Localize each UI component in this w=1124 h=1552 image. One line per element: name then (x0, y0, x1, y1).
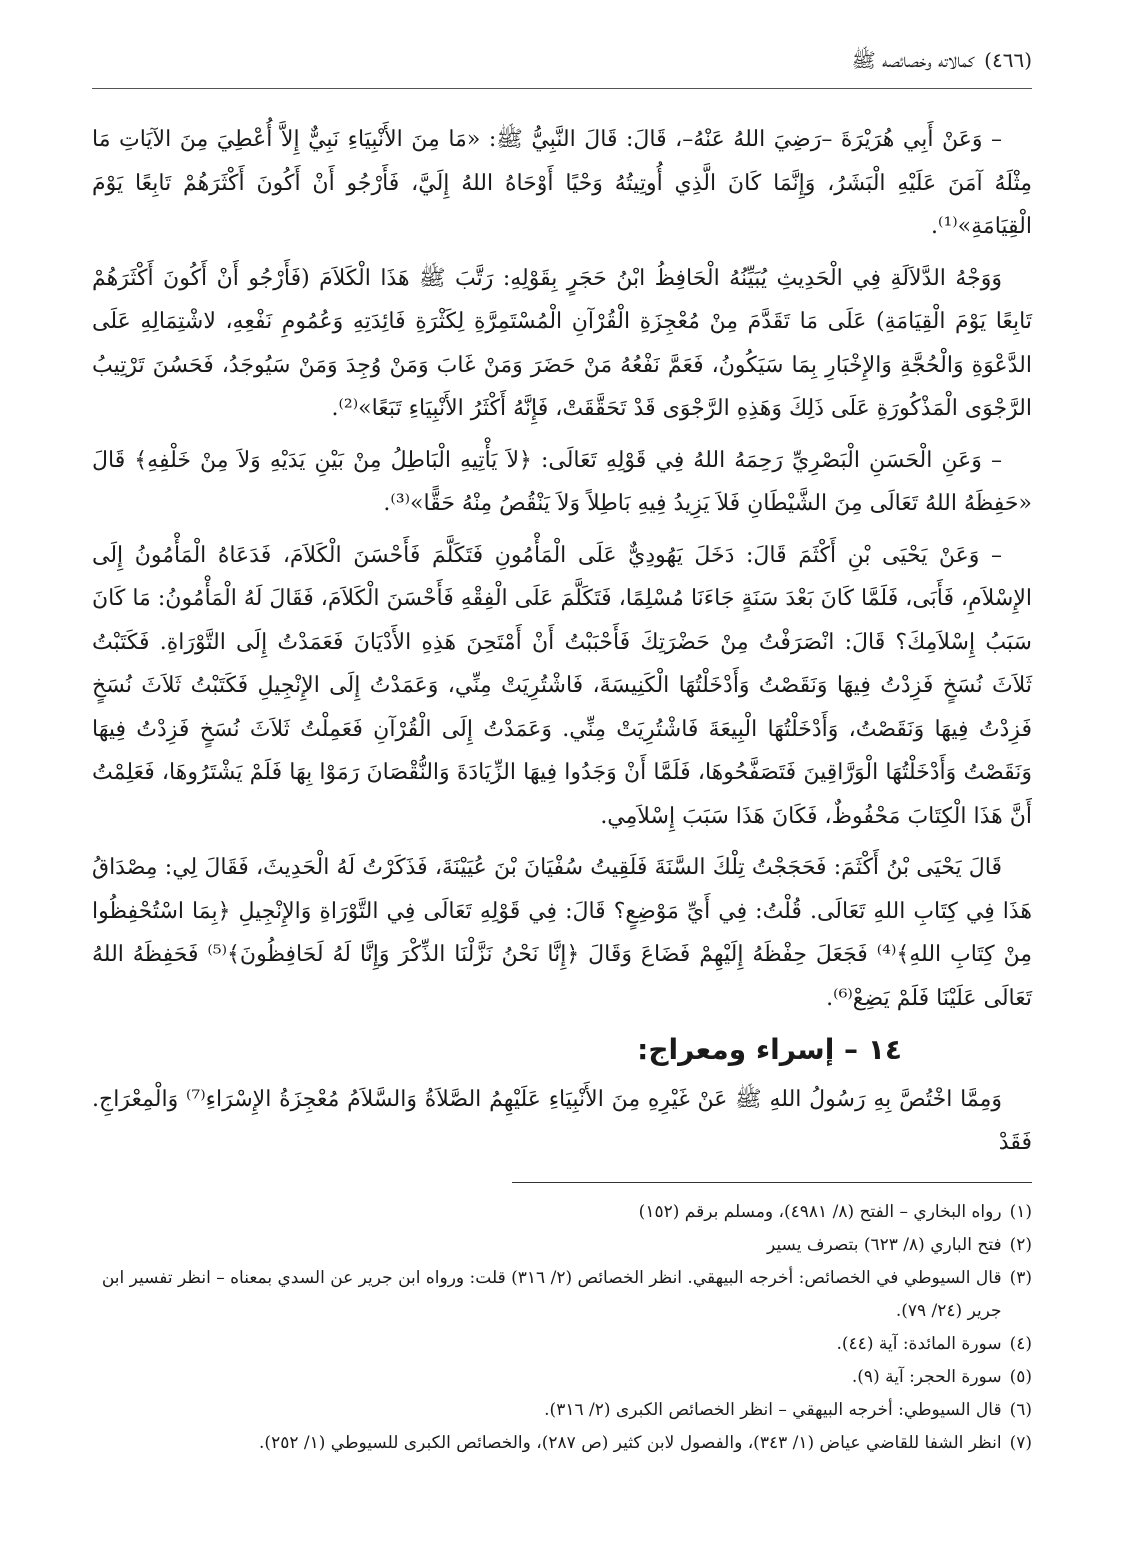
footnote-number: (٤) (1009, 1334, 1032, 1354)
paragraph: قَالَ يَحْيَى بْنُ أَكْثَمَ: فَحَجَجْتُ تِلْكَ السَّنَةَ فَلَقِيتُ سُفْيَانَ بْنَ عُيَيْنَةَ، فَذَكَرْتُ لَهُ الْحَدِيثَ، فَقَالَ لِي: مِصْدَاقُ هَذَا فِي كِتَابِ اللهِ تَعَالَى. قُلْتُ: فِي أَيِّ مَوْضِعٍ؟ قَالَ: فِي قَوْلِهِ تَعَالَى فِي التَّوْرَاةِ وَالإِنْجِيلِ ﴿بِمَا اسْتُحْفِظُوا مِنْ كِتَابِ اللهِ﴾⁽⁴⁾ فَجَعَلَ حِفْظَهُ إِلَيْهِمْ فَضَاعَ وَقَالَ ﴿إِنَّا نَحْنُ نَزَّلْنَا الذِّكْرَ وَإِنَّا لَهُ لَحَافِظُونَ﴾⁽⁵⁾ فَحَفِظَهُ اللهُ تَعَالَى عَلَيْنَا فَلَمْ يَضِعْ⁽⁶⁾. (92, 855, 1032, 1011)
running-title: كمالاته وخصائصه ﷺ (851, 48, 975, 72)
footnote (92, 1262, 1032, 1328)
paragraph: – وَعَنْ يَحْيَى بْنِ أَكْثَمَ قَالَ: دَخَلَ يَهُودِيٌّ عَلَى الْمَأْمُونِ فَتَكَلَّمَ فَأَحْسَنَ الْكَلاَمَ، فَدَعَاهُ الْمَأْمُونُ إِلَى الإِسْلاَمِ، فَأَبَى، فَلَمَّا كَانَ بَعْدَ سَنَةٍ جَاءَنَا مُسْلِمًا، فَتَكَلَّمَ عَلَى الْفِقْهِ فَأَحْسَنَ الْكَلاَمَ، فَقَالَ لَهُ الْمَأْمُونُ: مَا كَانَ سَبَبُ إِسْلاَمِكَ؟ قَالَ: انْصَرَفْتُ مِنْ حَضْرَتِكَ فَأَحْبَبْتُ أَنْ أَمْتَحِنَ هَذِهِ الأَدْيَانَ فَعَمَدْتُ إِلَى التَّوْرَاةِ. فَكَتَبْتُ ثَلاَثَ نُسَخٍ فَزِدْتُ فِيهَا وَنَقَصْتُ وَأَدْخَلْتُهَا الْكَنِيسَةَ، فَاشْتُرِيَتْ مِنِّي، وَعَمَدْتُ إِلَى الإِنْجِيلِ فَكَتَبْتُ ثَلاَثَ نُسَخٍ فَزِدْتُ فِيهَا وَنَقَصْتُ، وَأَدْخَلْتُهَا الْبِيعَةَ فَاشْتُرِيَتْ مِنِّي. وَعَمَدْتُ إِلَى الْقُرْآنِ فَعَمِلْتُ ثَلاَثَ نُسَخٍ فَزِدْتُ فِيهَا وَنَقَصْتُ وَأَدْخَلْتُهَا الْوَرَّاقِينَ فَتَصَفَّحُوهَا، فَلَمَّا أَنْ وَجَدُوا فِيهَا الزِّيَادَةَ وَالنُّقْصَانَ رَمَوْا بِهَا فَلَمْ يَشْتَرُوهَا، فَعَلِمْتُ أَنَّ هَذَا الْكِتَابَ مَحْفُوظٌ، فَكَانَ هَذَا سَبَبَ إِسْلاَمِي. (92, 542, 1032, 829)
footnote (92, 1328, 1032, 1361)
footnote (92, 1196, 1032, 1229)
footnote (92, 1427, 1032, 1460)
header-divider (92, 88, 1032, 89)
footnote-number: (٥) (1009, 1367, 1032, 1387)
footnote-text: رواه البخاري – الفتح (٨/ ٤٩٨١)، ومسلم برقم (١٥٢) (638, 1202, 1002, 1222)
page-header (92, 48, 1032, 77)
paragraph: – وَعَنِ الْحَسَنِ الْبَصْرِيِّ رَحِمَهُ اللهُ فِي قَوْلِهِ تَعَالَى: ﴿لاَ يَأْتِيهِ الْبَاطِلُ مِنْ بَيْنِ يَدَيْهِ وَلاَ مِنْ خَلْفِهِ﴾ قَالَ «حَفِظَهُ اللهُ تَعَالَى مِنَ الشَّيْطَانِ فَلاَ يَزِيدُ فِيهِ بَاطِلاً وَلاَ يَنْقُصُ مِنْهُ حَقًّا»⁽³⁾. (92, 447, 1032, 516)
footnote-number: (٦) (1009, 1400, 1032, 1420)
footnote-number: (٣) (1009, 1268, 1032, 1288)
section-heading: ١٤ – إسراء ومعراج: (637, 1033, 902, 1066)
footnote-text: قال السيوطي: أخرجه البيهقي – انظر الخصائص الكبرى (٢/ ٣١٦). (544, 1400, 1002, 1420)
footnote (92, 1394, 1032, 1427)
footnote-text: انظر الشفا للقاضي عياض (١/ ٣٤٣)، والفصول لابن كثير (ص ٢٨٧)، والخصائص الكبرى للسيوطي (١/ ٢٥٢). (259, 1433, 1002, 1453)
page-number: (٤٦٦) (984, 48, 1032, 72)
footnote-text: سورة الحجر: آية (٩). (851, 1367, 1002, 1387)
footnote (92, 1361, 1032, 1394)
section-paragraph: وَمِمَّا اخْتُصَّ بِهِ رَسُولُ اللهِ ﷺ عَنْ غَيْرِهِ مِنَ الأَنْبِيَاءِ عَلَيْهِمُ الصَّلاَةُ وَالسَّلاَمُ مُعْجِزَةُ الإِسْرَاءِ⁽⁷⁾ وَالْمِعْرَاجِ. فَقَدْ (92, 1086, 1032, 1155)
paragraph: – وَعَنْ أَبِي هُرَيْرَةَ –رَضِيَ اللهُ عَنْهُ–، قَالَ: قَالَ النَّبِيُّ ﷺ: «مَا مِنَ الأَنْبِيَاءِ نَبِيٌّ إِلاَّ أُعْطِيَ مِنَ الآيَاتِ مَا مِثْلَهُ آمَنَ عَلَيْهِ الْبَشَرُ، وَإِنَّمَا كَانَ الَّذِي أُوتِيتُهُ وَحْيًا أَوْحَاهُ اللهُ إِلَيَّ، فَأَرْجُو أَنْ أَكُونَ أَكْثَرَهُمْ تَابِعًا يَوْمَ الْقِيَامَةِ»⁽¹⁾. (92, 127, 1032, 239)
paragraph: وَوَجْهُ الدَّلاَلَةِ فِي الْحَدِيثِ يُبَيِّنُهُ الْحَافِظُ ابْنُ حَجَرٍ بِقَوْلِهِ: رَتَّبَ ﷺ هَذَا الْكَلاَمَ (فَأَرْجُو أَنْ أَكُونَ أَكْثَرَهُمْ تَابِعًا يَوْمَ الْقِيَامَةِ) عَلَى مَا تَقَدَّمَ مِنْ مُعْجِزَةِ الْقُرْآنِ الْمُسْتَمِرَّةِ لِكَثْرَةِ فَائِدَتِهِ وَعُمُومِ نَفْعِهِ، لاشْتِمَالِهِ عَلَى الدَّعْوَةِ وَالْحُجَّةِ وَالإِخْبَارِ بِمَا سَيَكُونُ، فَعَمَّ نَفْعُهُ مَنْ حَضَرَ وَمَنْ غَابَ وَمَنْ وُجِدَ وَمَنْ سَيُوجَدُ، فَحَسُنَ تَرْتِيبُ الرَّجْوَى الْمَذْكُورَةِ عَلَى ذَلِكَ وَهَذِهِ الرَّجْوَى قَدْ تَحَقَّقَتْ، فَإِنَّهُ أَكْثَرُ الأَنْبِيَاءِ تَبَعًا»⁽²⁾. (92, 265, 1032, 421)
footnotes (92, 1196, 1032, 1460)
main-text (92, 118, 1032, 1173)
footnote-number: (٢) (1009, 1235, 1032, 1255)
footnote-text: قال السيوطي في الخصائص: أخرجه البيهقي. انظر الخصائص (٢/ ٣١٦) قلت: ورواه ابن جرير عن السدي بمعناه – انظر تفسير ابن جرير (٢٤/ ٧٩). (101, 1268, 1002, 1321)
footnote-text: سورة المائدة: آية (٤٤). (836, 1334, 1002, 1354)
footnote-number: (١) (1009, 1202, 1032, 1222)
footnote-number: (٧) (1009, 1433, 1032, 1453)
footnote (92, 1229, 1032, 1262)
footnote-text: فتح الباري (٨/ ٦٢٣) بتصرف يسير (767, 1235, 1002, 1255)
footnote-divider (512, 1182, 1032, 1183)
